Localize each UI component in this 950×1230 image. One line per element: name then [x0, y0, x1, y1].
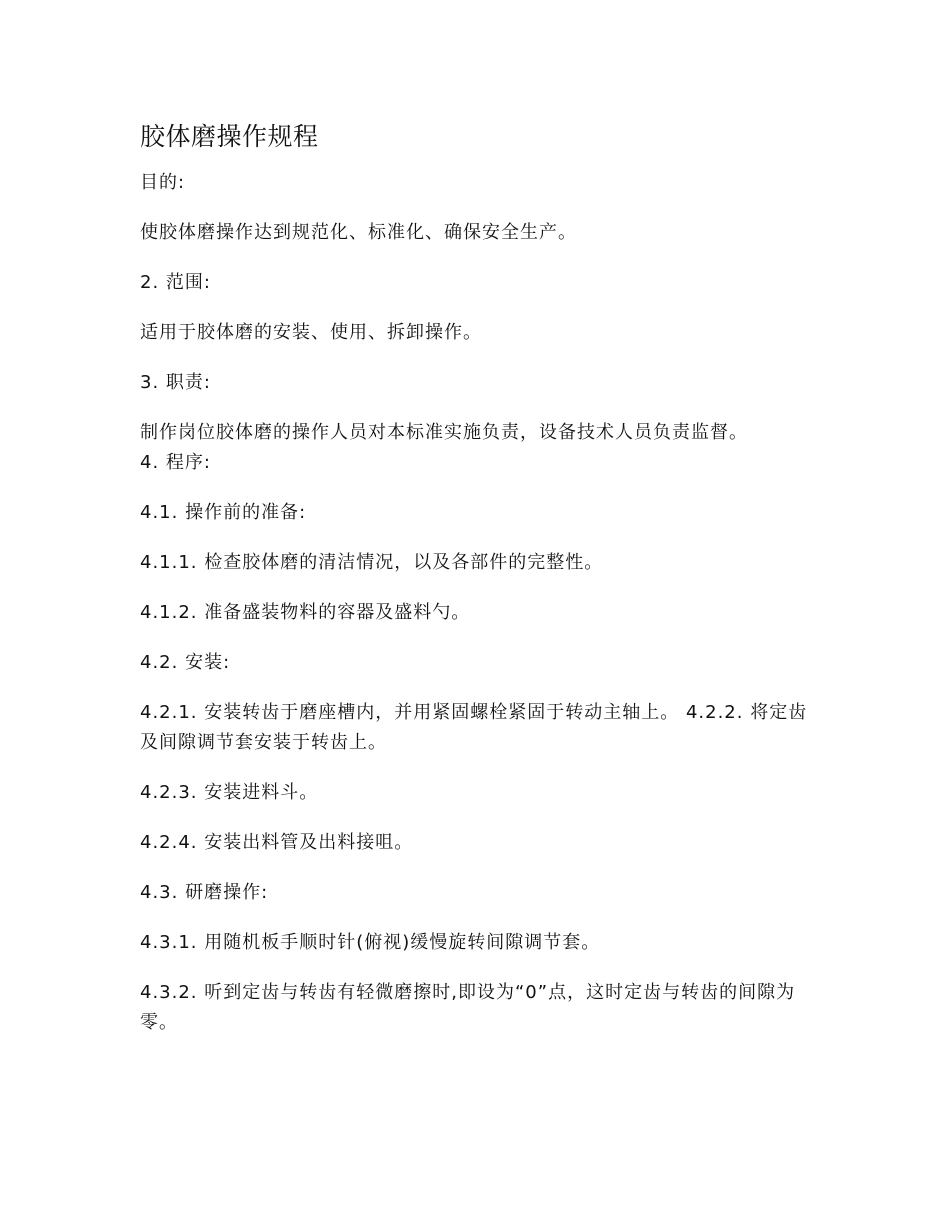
paragraph-purpose-heading: 目的: — [140, 172, 186, 193]
paragraph-4-2-heading: 4.2. 安装: — [140, 652, 231, 673]
paragraph-procedure-heading: 4. 程序: — [140, 452, 211, 473]
paragraph-purpose-text: 使胶体磨操作达到规范化、标准化、确保安全生产。 — [140, 222, 577, 243]
paragraph-4-3-2: 4.3.2. 听到定齿与转齿有轻微磨擦时,即设为“0”点，这时定齿与转齿的间隙为零。 — [140, 982, 796, 1033]
paragraph-4-2-1: 4.2.1. 安装转齿于磨座槽内，并用紧固螺栓紧固于转动主轴上。 4.2.2. 将定齿及间隙调节套安装于转齿上。 — [140, 702, 808, 753]
paragraph-4-3-heading: 4.3. 研磨操作: — [140, 882, 269, 903]
document-title: 胶体磨操作规程 — [140, 122, 319, 151]
paragraph-4-1-1: 4.1.1. 检查胶体磨的清洁情况，以及各部件的完整性。 — [140, 552, 604, 573]
paragraph-4-1-heading: 4.1. 操作前的准备: — [140, 502, 307, 523]
document-body — [140, 118, 810, 1058]
paragraph-duty-text: 制作岗位胶体磨的操作人员对本标准实施负责，设备技术人员负责监督。 — [140, 422, 748, 443]
paragraph-4-2-3: 4.2.3. 安装进料斗。 — [140, 782, 319, 803]
paragraph-duty-heading: 3. 职责: — [140, 372, 211, 393]
paragraph-scope-text: 适用于胶体磨的安装、使用、拆卸操作。 — [140, 322, 482, 343]
paragraph-scope-heading: 2. 范围: — [140, 272, 211, 293]
paragraph-4-1-2: 4.1.2. 准备盛装物料的容器及盛料勺。 — [140, 602, 471, 623]
paragraph-4-3-1: 4.3.1. 用随机板手顺时针(俯视)缓慢旋转间隙调节套。 — [140, 932, 601, 953]
paragraph-4-2-4: 4.2.4. 安装出料管及出料接咀。 — [140, 832, 414, 853]
